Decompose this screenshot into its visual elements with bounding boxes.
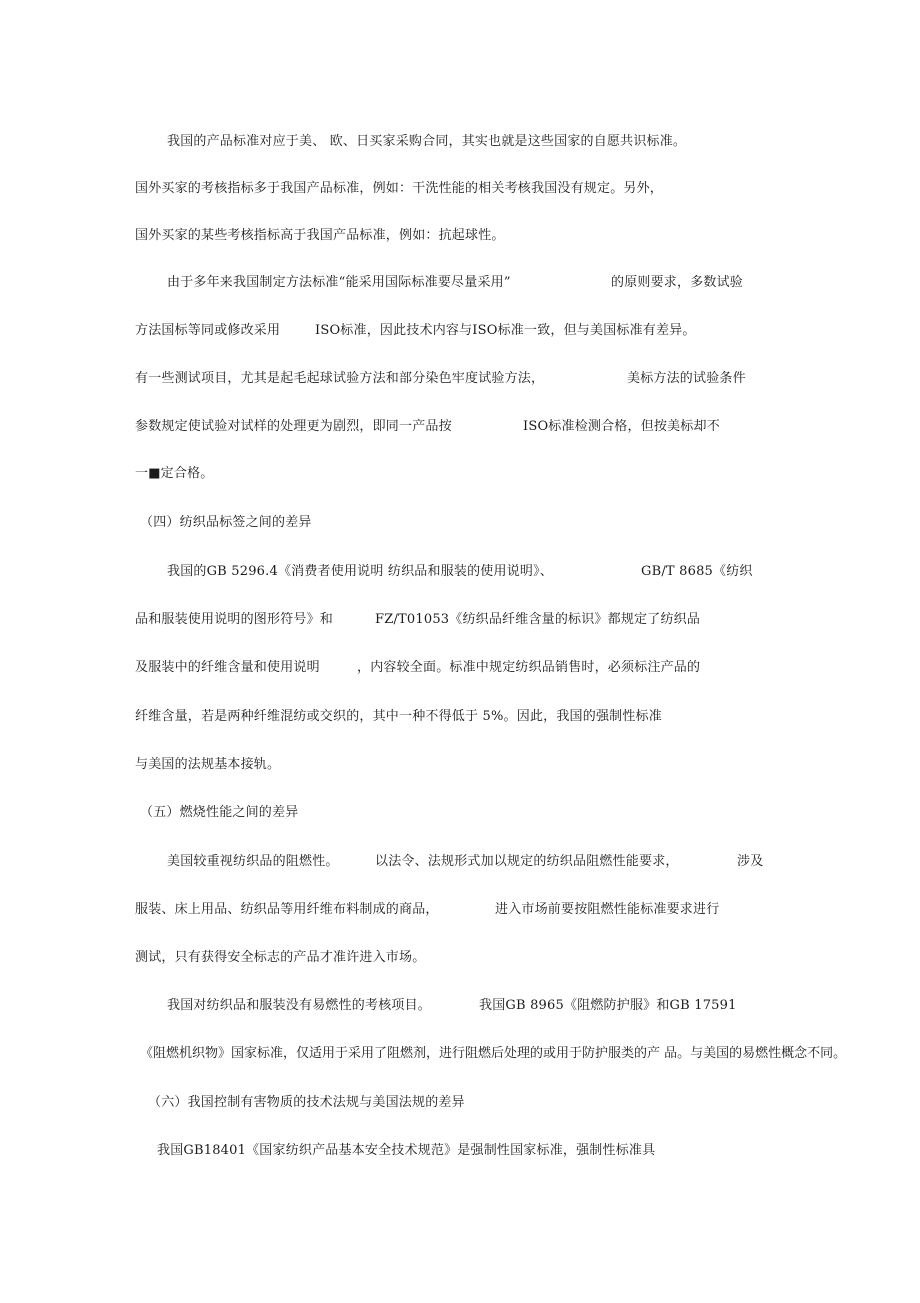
text-segment: 及服装中的纤维含量和使用说明 — [135, 660, 320, 675]
paragraph-line: 国外买家的某些考核指标高于我国产品标准，例如：抗起球性。 — [135, 228, 505, 243]
paragraph-line: 一■定合格。 — [135, 466, 214, 481]
text-segment: 美标方法的试验条件 — [627, 371, 746, 386]
text-segment: 方法国标等同或修改采用 — [135, 323, 281, 338]
text-segment: ISO标准，因此技术内容与ISO标准一致，但与美国标准有差异。 — [315, 323, 696, 338]
text-segment: 我国对纺织品和服装没有易燃性的考核项目。 — [167, 998, 432, 1013]
text-segment: 我国GB 8965《阻燃防护服》和GB 17591 — [479, 998, 737, 1013]
paragraph-line: 我国的产品标准对应于美、 欧、日买家采购合同，其实也就是这些国家的自愿共识标准。 — [167, 134, 687, 149]
paragraph-line: 与美国的法规基本接轨。 — [135, 757, 281, 772]
paragraph-line: 我国GB18401《国家纺织产品基本安全技术规范》是强制性国家标准，强制性标准具 — [157, 1143, 656, 1158]
text-segment: GB/T 8685《纺织 — [641, 564, 753, 579]
paragraph-line: 《阻燃机织物》国家标准，仅适用于采用了阻燃剂，进行阻燃后处理的或用于防护服类的产 品。与美国的易燃性概念不同。 — [140, 1046, 847, 1061]
text-segment: 有一些测试项目，尤其是起毛起球试验方法和部分染色牢度试验方法， — [135, 371, 545, 386]
paragraph-line: 测试，只有获得安全标志的产品才准许进入市场。 — [135, 950, 426, 965]
text-segment: 品和服装使用说明的图形符号》和 — [135, 612, 334, 627]
section-heading: （五）燃烧性能之间的差异 — [140, 805, 299, 820]
text-segment: 服装、床上用品、纺织品等用纤维布料制成的商品， — [135, 902, 439, 917]
paragraph-line: 纤维含量，若是两种纤维混纺或交织的，其中一种不得低于 5%。因此，我国的强制性标准 — [135, 709, 662, 724]
text-segment: 由于多年来我国制定方法标准“能采用国际标准要尽量采用” — [167, 275, 511, 290]
text-segment: 参数规定使试验对试样的处理更为剧烈，即同一产品按 — [135, 419, 452, 434]
text-segment: 我国的GB 5296.4《消费者使用说明 纺织品和服装的使用说明》、 — [167, 564, 553, 579]
text-segment: FZ/T01053《纺织品纤维含量的标识》都规定了纺织品 — [375, 612, 701, 627]
text-segment: ISO标准检测合格，但按美标却不 — [523, 419, 720, 434]
section-heading: （六）我国控制有害物质的技术法规与美国法规的差异 — [148, 1095, 465, 1110]
text-segment: 涉及 — [737, 854, 764, 869]
text-segment: 进入市场前要按阻燃性能标准要求进行 — [495, 902, 720, 917]
text-segment: 以法令、法规形式加以规定的纺织品阻燃性能要求， — [375, 854, 679, 869]
text-segment: 的原则要求，多数试验 — [611, 275, 744, 290]
section-heading: （四）纺织品标签之间的差异 — [140, 515, 312, 530]
text-segment: 美国较重视纺织品的阻燃性。 — [167, 854, 339, 869]
text-segment: ，内容较全面。标准中规定纺织品销售时，必须标注产品的 — [357, 660, 701, 675]
paragraph-line: 国外买家的考核指标多于我国产品标准，例如：干洗性能的相关考核我国没有规定。另外， — [135, 181, 664, 196]
